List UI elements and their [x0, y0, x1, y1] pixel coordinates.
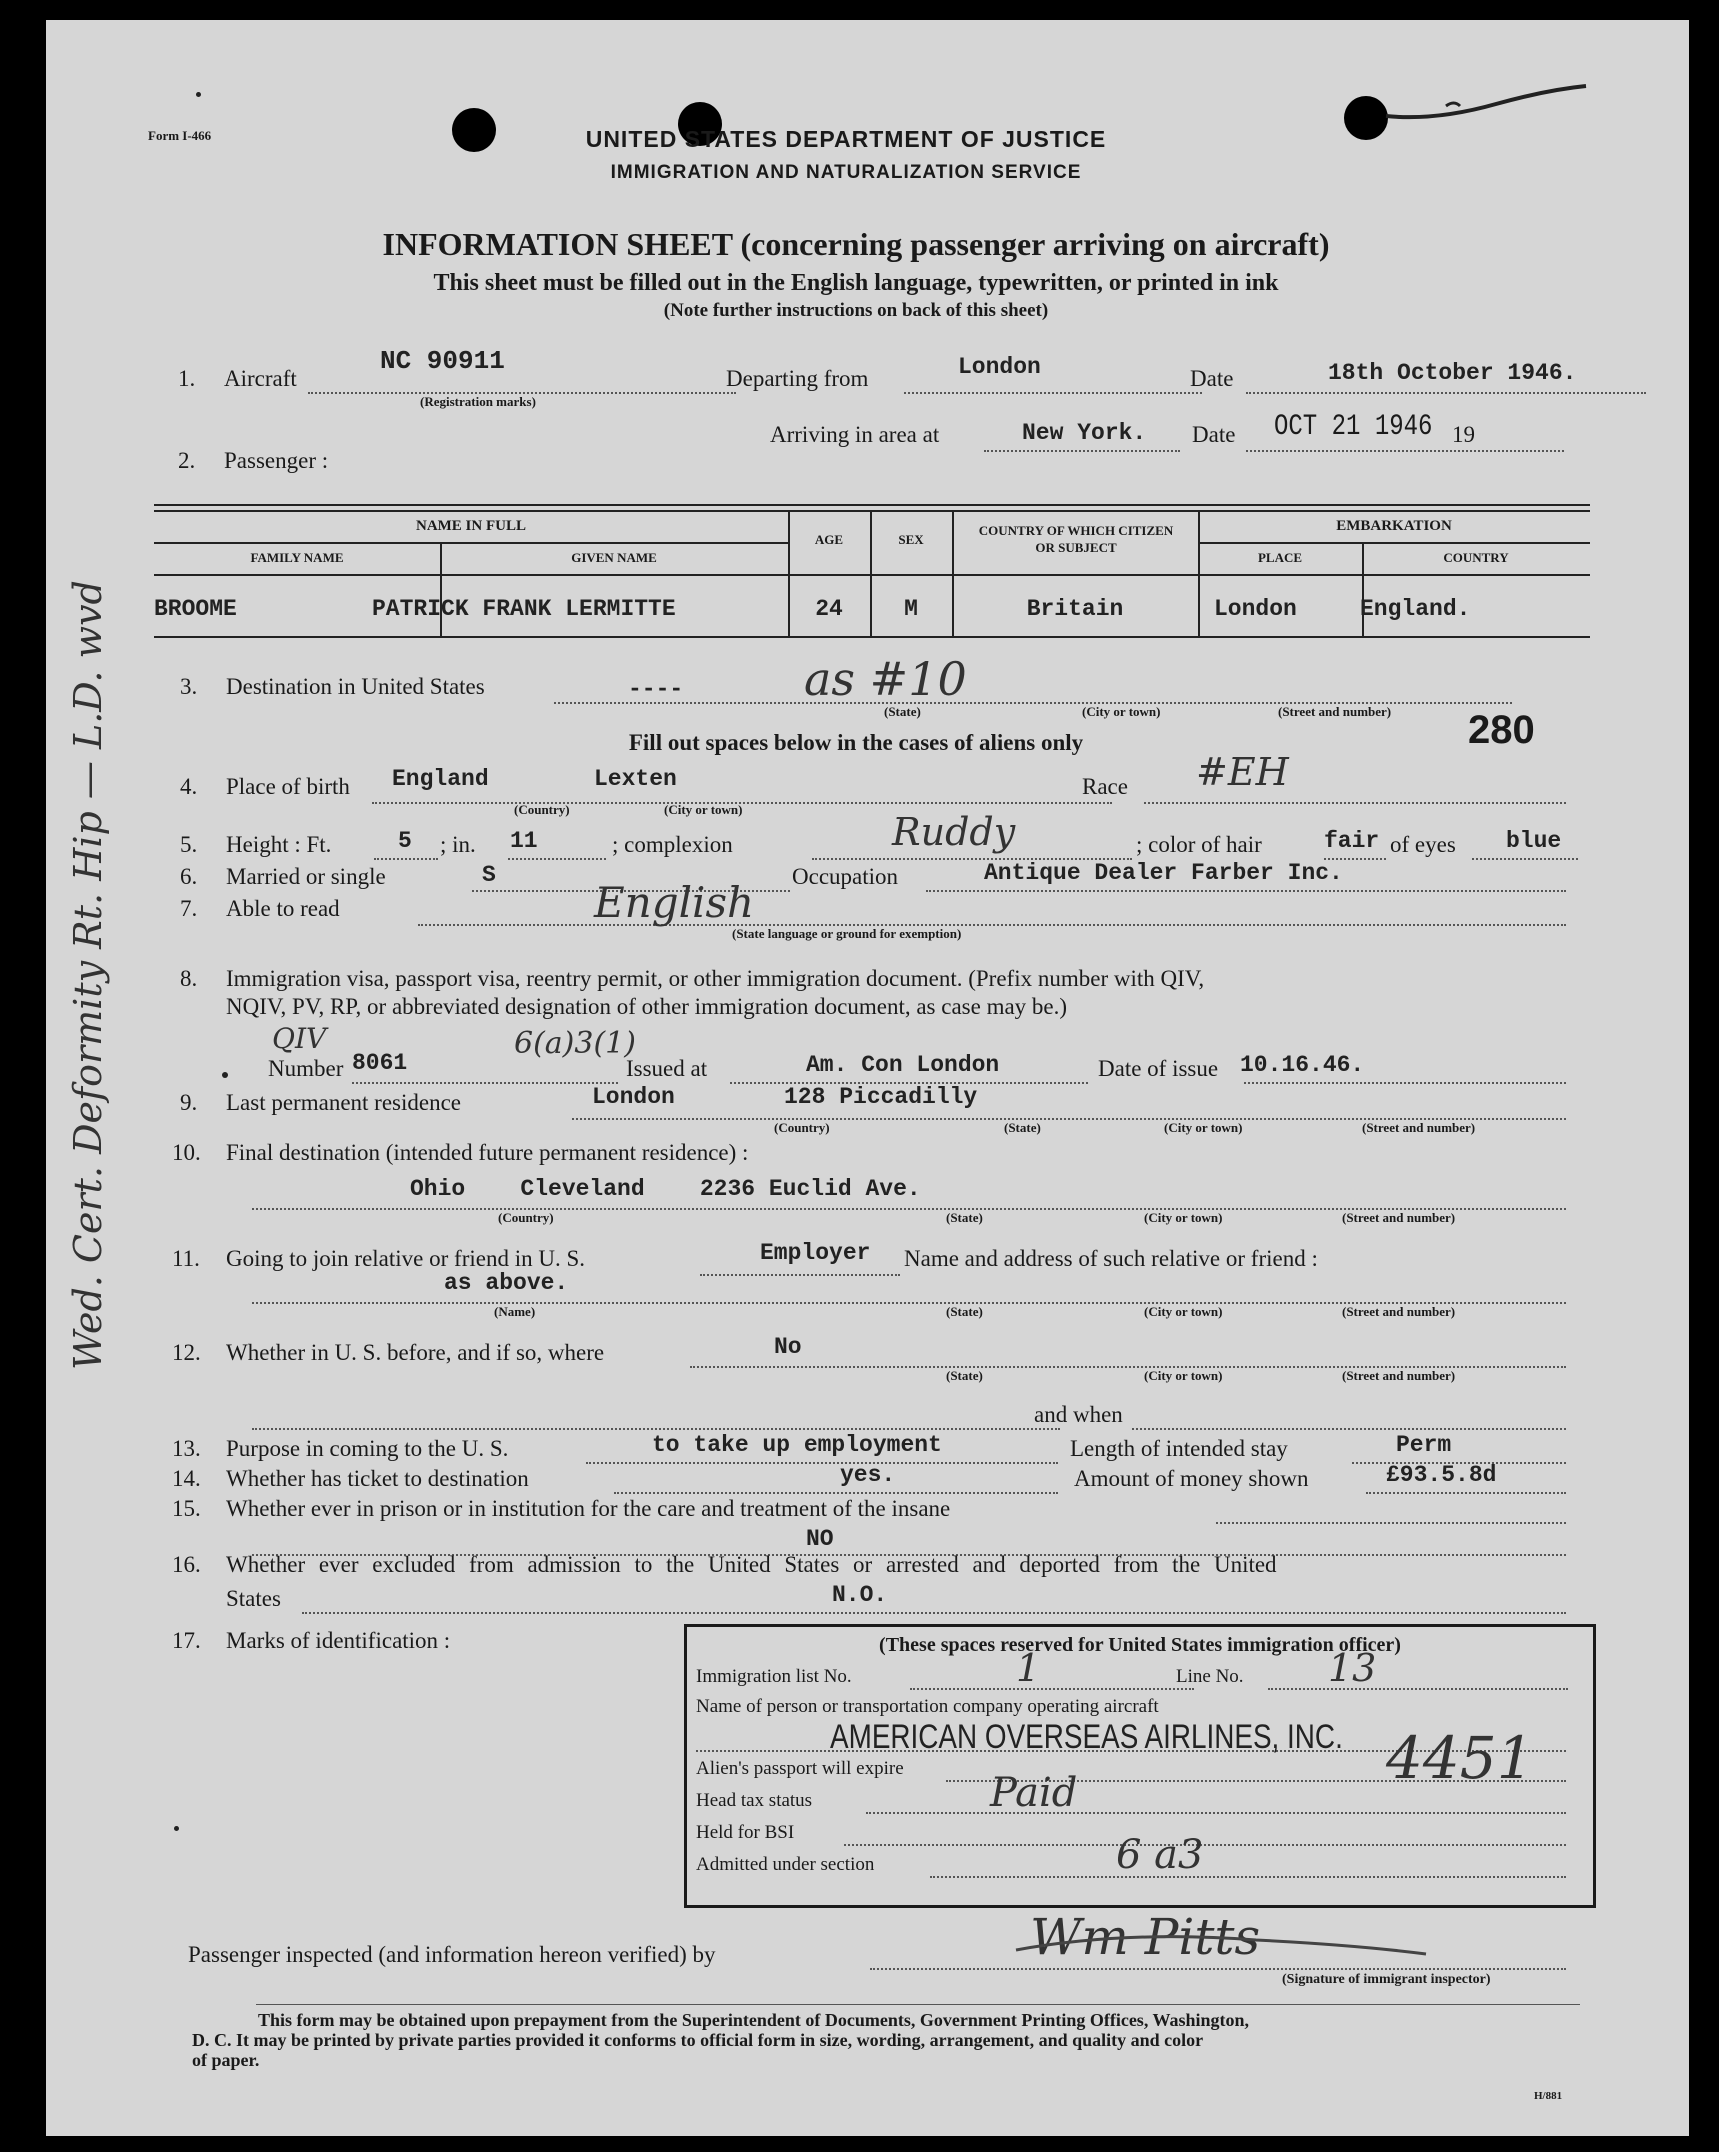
item-10-number: 10.	[172, 1140, 201, 1165]
aircraft-registration: NC 90911	[380, 346, 505, 376]
stamped-number: 280	[1468, 708, 1535, 752]
item-3-number: 3.	[180, 674, 198, 699]
doi-value: 10.16.46.	[1240, 1052, 1365, 1078]
excluded-label-2: States	[226, 1586, 281, 1611]
sheet-title: INFORMATION SHEET (concerning passenger arriving on aircraft)	[382, 226, 1330, 262]
race-label: Race	[1082, 774, 1128, 799]
speck	[222, 1072, 228, 1078]
residence-country: London	[592, 1084, 675, 1110]
visa-number: 8061	[352, 1050, 408, 1076]
item-4-number: 4.	[180, 774, 198, 799]
purpose-label: Purpose in coming to the U. S.	[226, 1436, 509, 1461]
join-label-2: Name and address of such relative or friend :	[904, 1246, 1318, 1271]
arrival-date-label: Date	[1192, 422, 1236, 447]
eyes-value: blue	[1506, 828, 1562, 854]
destination-handwritten: as #10	[804, 652, 967, 706]
footer-text-2: D. C. It may be printed by private parties provided it conforms to official form in size, wording, arrangement, and quality and color	[192, 2030, 1204, 2050]
join-value-2: as above.	[444, 1270, 569, 1296]
item-16-number: 16.	[172, 1552, 201, 1577]
departing-label: Departing from	[726, 366, 869, 391]
before-label: Whether in U. S. before, and if so, where	[226, 1340, 605, 1365]
arriving-label: Arriving in area at	[770, 422, 940, 447]
hair-value: fair	[1324, 828, 1380, 854]
aliens-only-note: Fill out spaces below in the cases of aliens only	[628, 730, 1084, 755]
item-1-number: 1.	[178, 366, 196, 391]
birth-sub-city: (City or town)	[664, 802, 743, 817]
footer-text-3: of paper.	[192, 2050, 260, 2070]
and-when-label: and when	[1034, 1402, 1123, 1427]
tax-value: Paid	[990, 1770, 1078, 1816]
given-name-value: PATRICK FRANK LERMITTE	[372, 596, 676, 622]
read-value: English	[594, 878, 755, 927]
age-value: 24	[815, 596, 843, 622]
form-number: Form I-466	[148, 128, 212, 143]
aircraft-label: Aircraft	[224, 366, 297, 391]
speck	[174, 1826, 179, 1831]
arriving-value: New York.	[1022, 420, 1147, 446]
height-label: Height : Ft.	[226, 832, 332, 857]
visa-prefix: QIV	[272, 1022, 327, 1055]
th-name-in-full: NAME IN FULL	[415, 518, 526, 534]
occupation-label: Occupation	[792, 864, 899, 889]
section-label: Admitted under section	[696, 1854, 875, 1875]
passport-handwritten: 4451	[1386, 1724, 1534, 1792]
excluded-value: N.O.	[832, 1582, 888, 1608]
item-11-number: 11.	[172, 1246, 200, 1271]
form-sheet	[46, 20, 1689, 2136]
item-2-number: 2.	[178, 448, 196, 473]
inspector-signature: Wm Pitts	[1030, 1908, 1261, 1966]
doi-label: Date of issue	[1098, 1056, 1219, 1081]
final-destination-label: Final destination (intended future permanent residence) :	[226, 1140, 749, 1165]
list-value: 1	[1016, 1646, 1041, 1690]
section-value: 6 a3	[1116, 1832, 1204, 1878]
occupation-value: Antique Dealer Farber Inc.	[984, 860, 1343, 886]
prison-value: NO	[806, 1526, 834, 1552]
stay-value: Perm	[1396, 1432, 1452, 1458]
purpose-value: to take up employment	[652, 1432, 942, 1458]
birth-label: Place of birth	[226, 774, 350, 799]
company-label: Name of person or transportation company operating aircraft	[696, 1696, 1159, 1717]
item-12-number: 12.	[172, 1340, 201, 1365]
footer-text-1: This form may be obtained upon prepayment from the Superintendent of Documents, Government Printing Offices, Washington,	[258, 2010, 1250, 2030]
join-sub-city: (City or town)	[1144, 1304, 1223, 1319]
citizen-value: Britain	[1026, 596, 1124, 622]
item-14-number: 14.	[172, 1466, 201, 1491]
height-ft: 5	[398, 828, 412, 854]
item-5-number: 5.	[180, 832, 198, 857]
before-sub-street: (Street and number)	[1342, 1368, 1456, 1383]
res-sub-city: (City or town)	[1164, 1120, 1243, 1135]
th-embarkation: EMBARKATION	[1336, 518, 1452, 534]
item-7-number: 7.	[180, 896, 198, 921]
item-15-number: 15.	[172, 1496, 201, 1521]
fd-sub-state: (State)	[946, 1210, 983, 1225]
money-value: £93.5.8d	[1386, 1462, 1497, 1488]
visa-text-2: NQIV, PV, RP, or abbreviated designation of other immigration document, as case may be.)	[226, 994, 1068, 1019]
departure-date: 18th October 1946.	[1328, 360, 1577, 386]
department-title: UNITED STATES DEPARTMENT OF JUSTICE	[585, 126, 1107, 152]
residence-label: Last permanent residence	[226, 1090, 461, 1115]
dest-sub-city: (City or town)	[1082, 704, 1161, 719]
th-sex: SEX	[898, 532, 924, 547]
passenger-label: Passenger :	[224, 448, 329, 473]
destination-label: Destination in United States	[226, 674, 485, 699]
speck	[196, 92, 201, 97]
visa-handwritten-section: 6(a)3(1)	[514, 1026, 636, 1061]
fd-sub-country: (Country)	[498, 1210, 554, 1225]
item-6-number: 6.	[180, 864, 198, 889]
residence-street: 128 Piccadilly	[784, 1084, 978, 1110]
item-17-number: 17.	[172, 1628, 201, 1653]
height-in-label: ; in.	[440, 832, 476, 857]
join-label: Going to join relative or friend in U. S.	[226, 1246, 585, 1271]
margin-handwritten-note: Wed. Cert. Deformity Rt. Hip — L.D. wvd	[66, 580, 110, 1370]
ticket-label: Whether has ticket to destination	[226, 1466, 529, 1491]
embark-place-value: London	[1214, 596, 1297, 622]
height-in: 11	[510, 828, 538, 854]
footer-code: H/881	[1534, 2090, 1563, 2102]
before-sub-state: (State)	[946, 1368, 983, 1383]
dest-sub-state: (State)	[884, 704, 921, 719]
join-sub-street: (Street and number)	[1342, 1304, 1456, 1319]
aircraft-sub: (Registration marks)	[420, 394, 536, 409]
th-family-name: FAMILY NAME	[250, 550, 344, 565]
married-value: S	[482, 862, 496, 888]
sheet-instruction: This sheet must be filled out in the English language, typewritten, or printed in ink	[433, 270, 1279, 296]
before-sub-city: (City or town)	[1144, 1368, 1223, 1383]
destination-dash: ----	[628, 676, 684, 702]
ticket-value: yes.	[840, 1462, 896, 1488]
inspection-sub: (Signature of immigrant inspector)	[1282, 1972, 1491, 1987]
th-age: AGE	[814, 532, 844, 547]
birth-country: England	[392, 766, 489, 792]
company-stamp: AMERICAN OVERSEAS AIRLINES, INC.	[830, 1718, 1343, 1756]
visa-number-label: Number	[268, 1056, 344, 1081]
bsi-label: Held for BSI	[696, 1822, 795, 1843]
arrival-date-suffix: 19	[1452, 422, 1475, 447]
inspection-label: Passenger inspected (and information hereon verified) by	[188, 1942, 716, 1967]
married-label: Married or single	[226, 864, 386, 889]
departing-value: London	[958, 354, 1041, 380]
sheet-note: (Note further instructions on back of this sheet)	[663, 300, 1049, 321]
passport-label: Alien's passport will expire	[696, 1758, 904, 1779]
prison-label: Whether ever in prison or in institution for the care and treatment of the insane	[226, 1496, 951, 1521]
join-sub-name: (Name)	[494, 1304, 536, 1319]
family-name-value: BROOME	[154, 596, 237, 622]
fd-sub-city: (City or town)	[1144, 1210, 1223, 1225]
item-9-number: 9.	[180, 1090, 198, 1115]
fd-sub-street: (Street and number)	[1342, 1210, 1456, 1225]
service-title: IMMIGRATION AND NATURALIZATION SERVICE	[610, 162, 1082, 183]
complexion-label: ; complexion	[612, 832, 733, 857]
money-label: Amount of money shown	[1074, 1466, 1309, 1491]
issued-label: Issued at	[626, 1056, 708, 1081]
dest-sub-street: (Street and number)	[1278, 704, 1392, 719]
embark-country-value: England.	[1360, 596, 1471, 622]
hair-label: ; color of hair	[1136, 832, 1262, 857]
arrival-date-stamp: OCT 21 1946	[1274, 410, 1433, 444]
th-given-name: GIVEN NAME	[571, 550, 657, 565]
line-label: Line No.	[1176, 1666, 1244, 1687]
birth-city: Lexten	[594, 766, 677, 792]
item-8-number: 8.	[180, 966, 198, 991]
issued-value: Am. Con London	[806, 1052, 1000, 1078]
res-sub-street: (Street and number)	[1362, 1120, 1476, 1135]
marks-label: Marks of identification :	[226, 1628, 451, 1653]
date-label: Date	[1190, 366, 1234, 391]
sex-value: M	[904, 596, 918, 622]
item-13-number: 13.	[172, 1436, 201, 1461]
res-sub-state: (State)	[1004, 1120, 1041, 1135]
th-country: COUNTRY	[1443, 550, 1509, 565]
read-label: Able to read	[226, 896, 340, 921]
th-country-citizen: COUNTRY OF WHICH CITIZEN OR SUBJECT	[978, 523, 1174, 555]
visa-text-1: Immigration visa, passport visa, reentry permit, or other immigration document. (Prefix number with QIV,	[226, 966, 1205, 991]
th-place: PLACE	[1257, 550, 1303, 565]
res-sub-country: (Country)	[774, 1120, 830, 1135]
join-sub-state: (State)	[946, 1304, 983, 1319]
final-destination-value: Ohio Cleveland 2236 Euclid Ave.	[410, 1176, 921, 1202]
birth-sub-country: (Country)	[514, 802, 570, 817]
signature-flourish	[1006, 1910, 1466, 1980]
officer-box-title: (These spaces reserved for United States immigration officer)	[879, 1634, 1401, 1656]
list-label: Immigration list No.	[696, 1666, 852, 1687]
read-sub: (State language or ground for exemption)	[732, 926, 962, 941]
join-value: Employer	[760, 1240, 871, 1266]
race-value: #EH	[1196, 750, 1289, 794]
line-value: 13	[1328, 1646, 1377, 1690]
stay-label: Length of intended stay	[1070, 1436, 1288, 1461]
tax-label: Head tax status	[696, 1790, 813, 1811]
complexion-value: Ruddy	[892, 810, 1016, 854]
excluded-label: Whether ever excluded from admission to the United States or arrested and deported from the United	[226, 1552, 1277, 1577]
before-value: No	[774, 1334, 802, 1360]
eyes-label: of eyes	[1390, 832, 1456, 857]
